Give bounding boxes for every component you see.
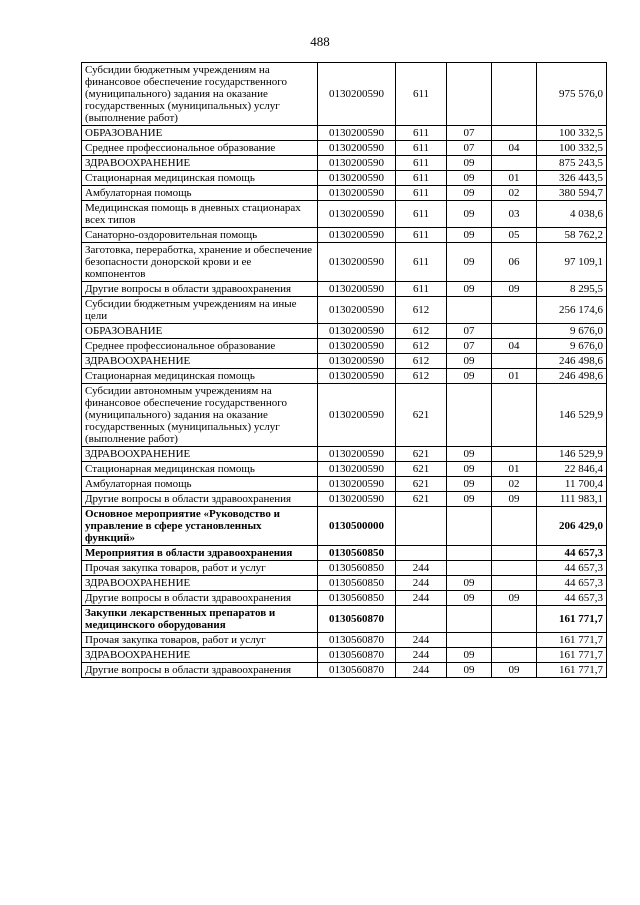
row-subsection [492, 561, 537, 576]
row-amount: 146 529,9 [537, 384, 607, 447]
row-expense-type: 612 [396, 297, 447, 324]
row-code: 0130560850 [318, 591, 396, 606]
row-amount: 256 174,6 [537, 297, 607, 324]
row-code: 0130560870 [318, 633, 396, 648]
row-name: Санаторно-оздоровительная помощь [82, 228, 318, 243]
row-name: ОБРАЗОВАНИЕ [82, 126, 318, 141]
row-expense-type: 621 [396, 492, 447, 507]
row-name: Другие вопросы в области здравоохранения [82, 663, 318, 678]
row-expense-type: 244 [396, 561, 447, 576]
row-subsection [492, 576, 537, 591]
row-amount: 161 771,7 [537, 606, 607, 633]
row-amount: 161 771,7 [537, 663, 607, 678]
table-row [82, 201, 607, 228]
row-name: Амбулаторная помощь [82, 186, 318, 201]
row-section: 09 [447, 186, 492, 201]
row-expense-type: 612 [396, 324, 447, 339]
row-subsection: 01 [492, 462, 537, 477]
table-row [82, 492, 607, 507]
row-code: 0130200590 [318, 339, 396, 354]
row-subsection: 01 [492, 171, 537, 186]
row-code: 0130200590 [318, 141, 396, 156]
row-name: Среднее профессиональное образование [82, 141, 318, 156]
row-subsection [492, 384, 537, 447]
row-subsection [492, 63, 537, 126]
row-code: 0130560850 [318, 576, 396, 591]
row-amount: 111 983,1 [537, 492, 607, 507]
row-subsection [492, 606, 537, 633]
row-subsection [492, 648, 537, 663]
row-subsection [492, 324, 537, 339]
row-expense-type: 244 [396, 648, 447, 663]
table-row [82, 126, 607, 141]
row-code: 0130200590 [318, 369, 396, 384]
table-row [82, 171, 607, 186]
row-code: 0130200590 [318, 228, 396, 243]
row-name: Другие вопросы в области здравоохранения [82, 591, 318, 606]
table-row [82, 606, 607, 633]
row-section [447, 546, 492, 561]
row-code: 0130560870 [318, 606, 396, 633]
row-amount: 246 498,6 [537, 354, 607, 369]
row-amount: 9 676,0 [537, 339, 607, 354]
row-name: Основное мероприятие «Руководство и управление в сфере установленных функций» [82, 507, 318, 546]
row-amount: 58 762,2 [537, 228, 607, 243]
row-amount: 246 498,6 [537, 369, 607, 384]
row-section: 09 [447, 462, 492, 477]
row-subsection [492, 297, 537, 324]
table-row [82, 648, 607, 663]
row-code: 0130200590 [318, 462, 396, 477]
row-amount: 100 332,5 [537, 141, 607, 156]
row-name: ЗДРАВООХРАНЕНИЕ [82, 447, 318, 462]
row-name: Закупки лекарственных препаратов и медицинского оборудования [82, 606, 318, 633]
row-subsection: 02 [492, 186, 537, 201]
table-row [82, 186, 607, 201]
row-name: ЗДРАВООХРАНЕНИЕ [82, 576, 318, 591]
row-name: Субсидии бюджетным учреждениям на финансовое обеспечение государственного (муниципального) задания на оказание государственных (муниципальных) услуг (выполнение работ) [82, 63, 318, 126]
row-subsection [492, 447, 537, 462]
row-expense-type: 621 [396, 462, 447, 477]
row-subsection: 09 [492, 663, 537, 678]
row-name: Другие вопросы в области здравоохранения [82, 492, 318, 507]
row-expense-type: 611 [396, 201, 447, 228]
table-row [82, 384, 607, 447]
row-expense-type: 611 [396, 141, 447, 156]
row-amount: 22 846,4 [537, 462, 607, 477]
row-subsection: 09 [492, 282, 537, 297]
row-name: Мероприятия в области здравоохранения [82, 546, 318, 561]
row-amount: 380 594,7 [537, 186, 607, 201]
row-section: 09 [447, 243, 492, 282]
row-amount: 206 429,0 [537, 507, 607, 546]
row-code: 0130500000 [318, 507, 396, 546]
row-name: Амбулаторная помощь [82, 477, 318, 492]
row-expense-type: 612 [396, 369, 447, 384]
row-section: 09 [447, 369, 492, 384]
table-row [82, 63, 607, 126]
row-expense-type: 621 [396, 477, 447, 492]
row-name: Заготовка, переработка, хранение и обеспечение безопасности донорской крови и ее компонентов [82, 243, 318, 282]
row-amount: 44 657,3 [537, 576, 607, 591]
row-section: 09 [447, 477, 492, 492]
row-section [447, 633, 492, 648]
row-expense-type [396, 507, 447, 546]
row-section: 09 [447, 576, 492, 591]
row-subsection: 04 [492, 339, 537, 354]
row-section: 09 [447, 228, 492, 243]
row-subsection [492, 546, 537, 561]
row-code: 0130200590 [318, 282, 396, 297]
table-row [82, 462, 607, 477]
row-expense-type: 244 [396, 591, 447, 606]
row-subsection: 02 [492, 477, 537, 492]
row-expense-type [396, 606, 447, 633]
row-expense-type: 611 [396, 228, 447, 243]
row-code: 0130200590 [318, 492, 396, 507]
row-name: Прочая закупка товаров, работ и услуг [82, 561, 318, 576]
row-name: Другие вопросы в области здравоохранения [82, 282, 318, 297]
row-amount: 875 243,5 [537, 156, 607, 171]
row-section: 07 [447, 126, 492, 141]
row-code: 0130200590 [318, 201, 396, 228]
row-section: 09 [447, 447, 492, 462]
row-expense-type: 612 [396, 339, 447, 354]
row-section: 07 [447, 339, 492, 354]
row-name: Стационарная медицинская помощь [82, 462, 318, 477]
row-amount: 8 295,5 [537, 282, 607, 297]
row-code: 0130200590 [318, 171, 396, 186]
row-code: 0130560850 [318, 561, 396, 576]
row-subsection [492, 156, 537, 171]
row-subsection [492, 126, 537, 141]
row-expense-type: 244 [396, 663, 447, 678]
table-row [82, 591, 607, 606]
row-subsection: 04 [492, 141, 537, 156]
row-section [447, 561, 492, 576]
row-name: Стационарная медицинская помощь [82, 369, 318, 384]
row-section: 09 [447, 492, 492, 507]
row-section: 07 [447, 324, 492, 339]
row-amount: 44 657,3 [537, 561, 607, 576]
row-section: 09 [447, 663, 492, 678]
row-expense-type: 611 [396, 282, 447, 297]
row-expense-type: 621 [396, 384, 447, 447]
row-subsection: 06 [492, 243, 537, 282]
row-code: 0130200590 [318, 297, 396, 324]
row-expense-type [396, 546, 447, 561]
row-code: 0130200590 [318, 243, 396, 282]
table-row [82, 561, 607, 576]
table-row [82, 447, 607, 462]
row-amount: 44 657,3 [537, 546, 607, 561]
row-amount: 44 657,3 [537, 591, 607, 606]
row-amount: 975 576,0 [537, 63, 607, 126]
row-amount: 11 700,4 [537, 477, 607, 492]
row-code: 0130200590 [318, 477, 396, 492]
row-section [447, 507, 492, 546]
row-code: 0130560850 [318, 546, 396, 561]
row-subsection [492, 507, 537, 546]
row-expense-type: 611 [396, 171, 447, 186]
row-amount: 161 771,7 [537, 648, 607, 663]
row-section [447, 297, 492, 324]
row-section: 09 [447, 354, 492, 369]
page-number: 488 [310, 34, 330, 49]
row-code: 0130200590 [318, 354, 396, 369]
row-expense-type: 244 [396, 633, 447, 648]
row-expense-type: 611 [396, 156, 447, 171]
row-name: Стационарная медицинская помощь [82, 171, 318, 186]
row-subsection [492, 633, 537, 648]
table-row [82, 354, 607, 369]
row-code: 0130200590 [318, 63, 396, 126]
row-subsection: 09 [492, 591, 537, 606]
row-amount: 146 529,9 [537, 447, 607, 462]
table-row [82, 369, 607, 384]
row-section: 09 [447, 171, 492, 186]
row-name: Субсидии автономным учреждениям на финансовое обеспечение государственного (муниципального) задания на оказание государственных (муниципальных) услуг (выполнение работ) [82, 384, 318, 447]
row-subsection [492, 354, 537, 369]
table-row [82, 243, 607, 282]
table-row [82, 282, 607, 297]
row-section: 07 [447, 141, 492, 156]
row-name: Прочая закупка товаров, работ и услуг [82, 633, 318, 648]
table-row [82, 324, 607, 339]
row-section: 09 [447, 201, 492, 228]
row-section: 09 [447, 156, 492, 171]
table-row [82, 477, 607, 492]
row-name: ЗДРАВООХРАНЕНИЕ [82, 156, 318, 171]
table-row [82, 297, 607, 324]
row-amount: 100 332,5 [537, 126, 607, 141]
row-expense-type: 611 [396, 63, 447, 126]
table-body [82, 63, 607, 678]
row-section [447, 606, 492, 633]
table-row [82, 663, 607, 678]
row-name: Субсидии бюджетным учреждениям на иные цели [82, 297, 318, 324]
row-code: 0130560870 [318, 663, 396, 678]
row-name: Медицинская помощь в дневных стационарах всех типов [82, 201, 318, 228]
table-row [82, 228, 607, 243]
row-code: 0130200590 [318, 156, 396, 171]
row-expense-type: 621 [396, 447, 447, 462]
row-name: Среднее профессиональное образование [82, 339, 318, 354]
table-row [82, 633, 607, 648]
row-expense-type: 611 [396, 243, 447, 282]
row-amount: 4 038,6 [537, 201, 607, 228]
row-expense-type: 244 [396, 576, 447, 591]
row-code: 0130200590 [318, 447, 396, 462]
row-subsection: 09 [492, 492, 537, 507]
table-row [82, 546, 607, 561]
row-amount: 326 443,5 [537, 171, 607, 186]
row-amount: 9 676,0 [537, 324, 607, 339]
row-name: ЗДРАВООХРАНЕНИЕ [82, 354, 318, 369]
table-row [82, 339, 607, 354]
row-code: 0130560870 [318, 648, 396, 663]
row-expense-type: 611 [396, 186, 447, 201]
row-subsection: 03 [492, 201, 537, 228]
row-section: 09 [447, 591, 492, 606]
row-expense-type: 612 [396, 354, 447, 369]
row-subsection: 01 [492, 369, 537, 384]
table-row [82, 156, 607, 171]
row-section: 09 [447, 648, 492, 663]
table-row [82, 576, 607, 591]
row-expense-type: 611 [396, 126, 447, 141]
row-amount: 161 771,7 [537, 633, 607, 648]
budget-table [81, 62, 607, 678]
row-name: ОБРАЗОВАНИЕ [82, 324, 318, 339]
row-subsection: 05 [492, 228, 537, 243]
row-name: ЗДРАВООХРАНЕНИЕ [82, 648, 318, 663]
row-section: 09 [447, 282, 492, 297]
row-code: 0130200590 [318, 384, 396, 447]
row-code: 0130200590 [318, 126, 396, 141]
row-amount: 97 109,1 [537, 243, 607, 282]
table-row [82, 507, 607, 546]
row-code: 0130200590 [318, 324, 396, 339]
table-row [82, 141, 607, 156]
row-section [447, 384, 492, 447]
row-section [447, 63, 492, 126]
row-code: 0130200590 [318, 186, 396, 201]
